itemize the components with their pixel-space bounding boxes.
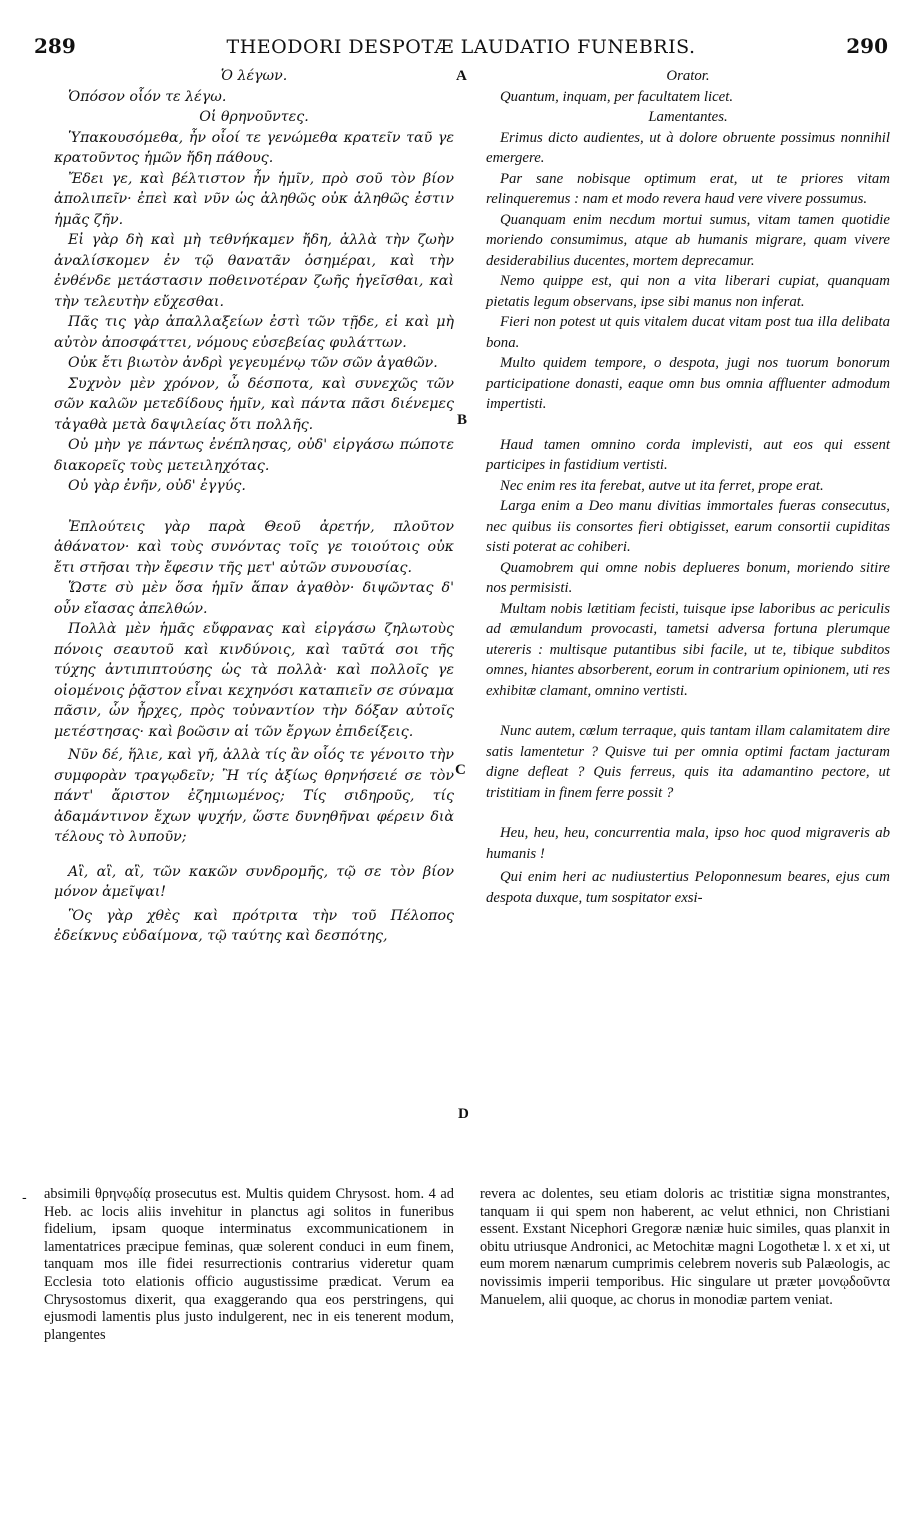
greek-paragraph: Ὑπακουσόμεθα, ἦν οἷοί τε γενώμεθα κρατεῖν ταῦ γε κρατοῦντος ἡμῶν ἤδη πάθους. xyxy=(54,129,454,166)
greek-paragraph: Πολλὰ μὲν ἡμᾶς εὔφρανας καὶ εἰργάσω ζηλωτοὺς πόνοις σεαυτοῦ καὶ κινδύνοις, καὶ ταῦτά σοι τῆς τύχης ἀντιπιπτούσης ὡς τὰ πολλὰ· καὶ πολλοῖς γε οἰομένοις ῥᾷστον εἶναι κεχηνόσι καταπιεῖν σε σύναμα πᾶσιν, ὧν ἦρχες, πρὸς τοὐναντίον τὴν δόξαν αὐτοῖς μετέστησας· καὶ βοῶσιν αἱ τῶν ἔργων ἐπιδείξεις. xyxy=(54,621,454,740)
latin-paragraph: Multo quidem tempore, o despota, jugi nos tuorum bonorum participatione donasti, eaque omn bus omnia affluenter admodum impertisti. xyxy=(486,355,890,412)
section-marker-d: D xyxy=(458,1106,469,1122)
running-title: THEODORI DESPOTÆ LAUDATIO FUNEBRIS. xyxy=(226,36,696,58)
greek-paragraph: Νῦν δέ, ἥλιε, καὶ γῆ, ἀλλὰ τίς ἂν οἷός τε γένοιτο τὴν συμφορὰν τραγῳδεῖν; Ἢ τίς ἀξίως θρηνήσειέ σε τὸν πάντ' ἄριστον ἐζημιωμένος; Τίς σιδηροῦς, τίς ἀδαμάντινον ἔχων ψυχήν, ὥστε δυνηθῆναι φέρειν διὰ τέλους τὸ λυποῦν; xyxy=(54,747,454,845)
latin-paragraph: Heu, heu, heu, concurrentia mala, ipso hoc quod migraveris ab humanis ! xyxy=(486,825,890,862)
latin-paragraph: Par sane nobisque optimum erat, ut te priores vitam relinqueremus : nam et modo revera haud vere vivere possumus. xyxy=(486,170,890,207)
footnote-dash: - xyxy=(22,1190,27,1206)
latin-paragraph: Haud tamen omnino corda implevisti, aut eos qui essent participes in fastidium vertisti. xyxy=(486,436,890,473)
greek-paragraph: Ὥστε σὺ μὲν ὅσα ἡμῖν ἅπαν ἀγαθὸν· διψῶντας δ' οὖν εἴασας ἀπελθών. xyxy=(54,580,454,617)
greek-paragraph: Ὁπόσον οἷόν τε λέγω. xyxy=(68,88,227,105)
page-number-left: 289 xyxy=(34,34,76,58)
speaker-label: Lamentantes. xyxy=(648,109,728,125)
greek-column xyxy=(54,66,454,947)
speaker-label: Οἱ θρηνοῦντες. xyxy=(199,109,309,125)
greek-paragraph: Ἔδει γε, καὶ βέλτιστον ἦν ἡμῖν, πρὸ σοῦ τὸν βίον ἀπολιπεῖν· ἐπεὶ καὶ νῦν ὡς ἀληθῶς οὐκ ἀληθῶς ἐστιν ἡμᾶς ζῆν. xyxy=(54,170,454,228)
greek-paragraph: Ἐπλούτεις γὰρ παρὰ Θεοῦ ἀρετήν, πλοῦτον ἀθάνατον· καὶ τοὺς συνόντας τοῖς γε τοιούτοις οὐκ ἔτι στῆσαι τὴν ἔφεσιν τῆς μετ' αὐτῶν συνουσίας. xyxy=(54,518,454,576)
speaker-label: Ὁ λέγων. xyxy=(220,68,288,84)
greek-paragraph: Οὐ γὰρ ἐνῆν, οὐδ' ἐγγύς. xyxy=(68,478,246,494)
greek-paragraph: Πᾶς τις γὰρ ἀπαλλαξείων ἐστὶ τῶν τῇδε, εἰ καὶ μὴ αὐτὸν ἀποσφάττει, νόμους εὐσεβείας φυλάττων. xyxy=(54,314,454,351)
greek-paragraph: Συχνὸν μὲν χρόνον, ὦ δέσποτα, καὶ συνεχῶς τῶν σῶν καλῶν μετεδίδους ἡμῖν, καὶ πάντα πᾶσι διένεμες τἀγαθὰ μετὰ δαψιλείας ὅτι πολλῆς. xyxy=(54,375,454,433)
section-marker-b: B xyxy=(457,412,468,428)
section-marker-c: C xyxy=(455,762,466,778)
latin-paragraph: Quamobrem qui omne nobis deplueres bonum, moriendo sitire nos permisisti. xyxy=(486,559,890,596)
greek-paragraph: Οὐ μὴν γε πάντως ἐνέπλησας, οὐδ' εἰργάσω πώποτε διακορεῖς τοὺς μετειληχότας. xyxy=(54,437,454,474)
speaker-label: Orator. xyxy=(666,68,710,84)
section-marker-a: A xyxy=(456,68,467,84)
greek-paragraph: Αἲ, αἲ, αἲ, τῶν κακῶν συνδρομῆς, τῷ σε τὸν βίον μόνον ἀμεῖψαι! xyxy=(54,863,454,900)
page-number-right: 290 xyxy=(846,34,888,58)
latin-paragraph: Nunc autem, cœlum terraque, quis tantam illam calamitatem dire satis lamentetur ? Quisve tui per omnia optimi factam jacturam digne defleat ? Quis ferreus, quis ita adamantino pectore, ut tristitiam in finem ferre possit ? xyxy=(486,723,890,801)
latin-paragraph: Nec enim res ita ferebat, autve ut ita ferret, prope erat. xyxy=(500,477,824,494)
latin-paragraph: Quanquam enim necdum mortui sumus, vitam tamen quotidie moriendo consumimus, atque ab humanis migrare, quam vivere desiderabilius ducentes, mortem deprecamur. xyxy=(486,211,890,269)
greek-paragraph: Οὐκ ἔτι βιωτὸν ἀνδρὶ γεγευμένῳ τῶν σῶν ἀγαθῶν. xyxy=(68,355,438,371)
greek-paragraph: Ὃς γὰρ χθὲς καὶ πρότριτα τὴν τοῦ Πέλοπος ἐδείκνυς εὐδαίμονα, τῷ ταύτης καὶ δεσπότης, xyxy=(54,907,454,944)
latin-paragraph: Erimus dicto audientes, ut à dolore obruente possimus nonnihil emergere. xyxy=(486,129,890,166)
latin-paragraph: Larga enim a Deo manu divitias immortales fueras consecutus, nec quibus iis consortes fieri obtigisset, earum consortii cupiditas sisti poterat ac cohiberi. xyxy=(486,498,890,555)
latin-paragraph: Qui enim heri ac nudiustertius Peloponnesum beares, ejus cum despota duxque, tum sospitator exsi- xyxy=(486,869,890,906)
latin-paragraph: Fieri non potest ut quis vitalem ducat vitam post tua illa delibata bona. xyxy=(486,314,890,351)
footnote-right: revera ac dolentes, seu etiam doloris ac tristitiæ signa monstrantes, tanquam ii qui spem non haberent, ac velut ethnici, non Christiani essent. Exstant Nicephori Gregoræ næniæ huic similes, quas planxit in obitu utriusque Andronici, ac Metochitæ magni Logothetæ l. x et xi, ut eum morem nænarum cumprimis celebrem noveris sub Palæologis, ac novissimis imperii temporibus. Hic singulare ut præter μονῳδοῦντα Manuelem, alii quoque, ac chorus in monodiæ partem veniat. xyxy=(480,1186,890,1308)
running-header xyxy=(34,34,888,64)
latin-paragraph: Quantum, inquam, per facultatem licet. xyxy=(500,88,734,105)
latin-column xyxy=(486,66,890,908)
footnote-left: absimili θρηνῳδίᾳ prosecutus est. Multis quidem Chrysost. hom. 4 ad Heb. ac locis aliis invehitur in planctus agi solitos in funeribus fidelium, ipsam quoque interminatus excommunicationem in lamentatrices præcipue feminas, quæ solerent conduci in eum finem, tanquam mos ille fidei resurrectionis contrarius videretur quam Ecclesia toto elationis officio augustissime prædicat. Verum ea Chrysostomus dixerit, qua exaggerando qua eos perstringens, qui ejusmodi lamentis plus justo indulgerent, nec in eis tenerent modum, plangentes xyxy=(44,1186,454,1343)
latin-paragraph: Multam nobis lætitiam fecisti, tuisque ipse laboribus ac periculis ad æmulandum provocasti, tametsi adversa fortuna plerumque utereris : multisque putantibus sibi facile, ut te, tibique subditos omnes, hiantes absorberent, eorum in contrarium opinionem, uti res exhibitæ clamant, omnino vertisti. xyxy=(486,600,890,699)
latin-paragraph: Nemo quippe est, qui non a vita liberari cupiat, quanquam pietatis legum observans, ipse sibi manus non inferat. xyxy=(486,273,890,310)
greek-paragraph: Εἰ γὰρ δὴ καὶ μὴ τεθνήκαμεν ἤδη, ἀλλὰ τὴν ζωὴν ἀναλίσκομεν ἐν τῷ θανατᾶν ὁσημέραι, καὶ τὴν ἐνθένδε μετάστασιν ποθεινοτέραν ζωῆς ἡγεῖσθαι, καὶ τὴν τελευτὴν εὔχεσθαι. xyxy=(54,232,454,310)
